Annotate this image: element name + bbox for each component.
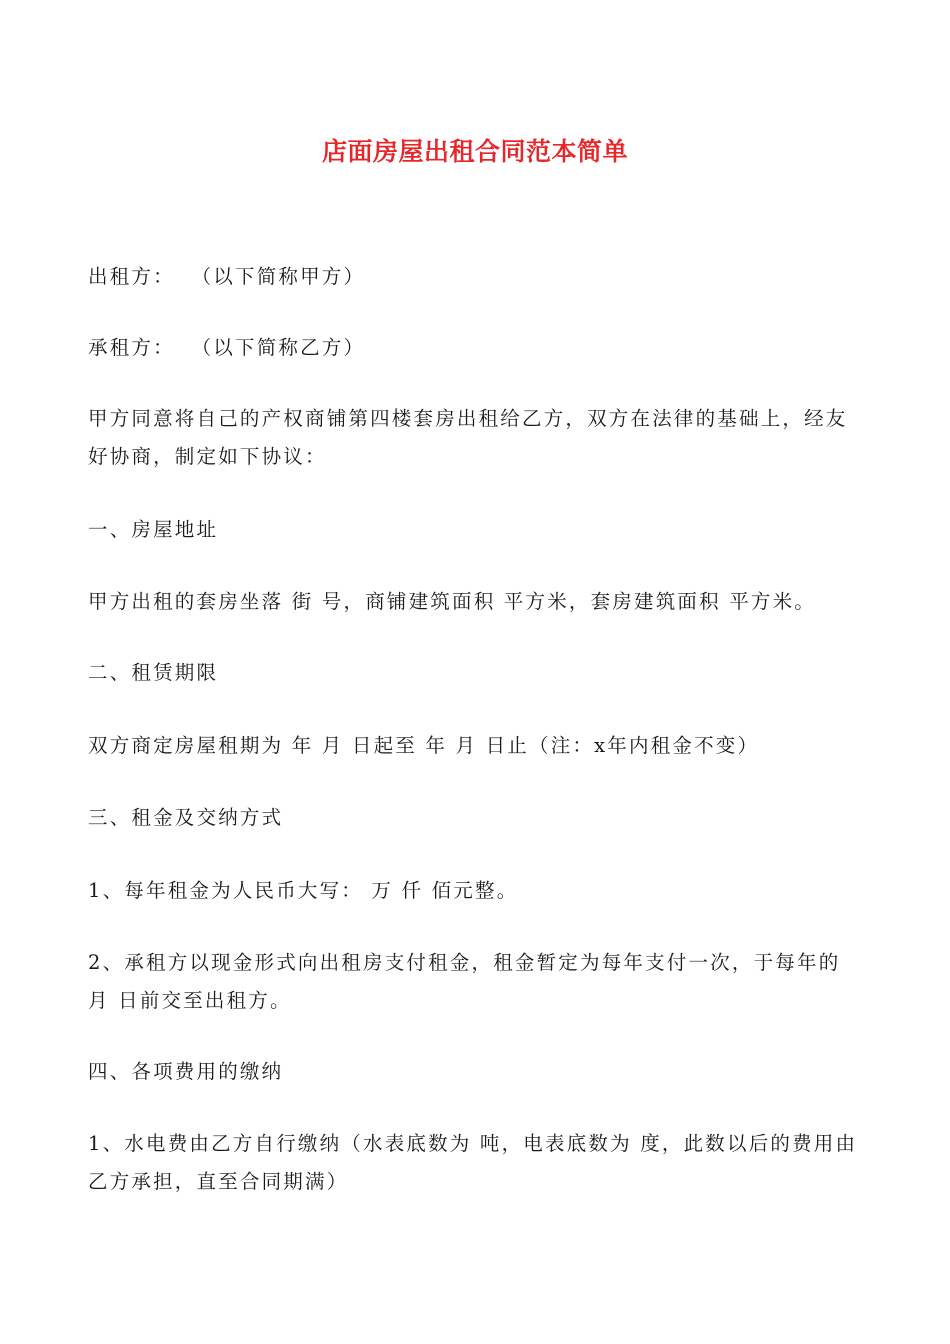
term-paragraph: 双方商定房屋租期为 年 月 日起至 年 月 日止（注：x年内租金不变） xyxy=(88,734,760,757)
rent-amount-paragraph: 1、每年租金为人民币大写： 万 仟 佰元整。 xyxy=(88,879,519,902)
lessee-line: 承租方： （以下简称乙方） xyxy=(88,336,366,359)
section-heading-address: 一、房屋地址 xyxy=(88,518,219,541)
section-heading-term: 二、租赁期限 xyxy=(88,661,219,684)
rent-payment-paragraph: 2、承租方以现金形式向出租房支付租金，租金暂定为每年支付一次，于每年的 月 日前交至出租方。 xyxy=(88,951,849,1012)
address-paragraph: 甲方出租的套房坐落 街 号，商铺建筑面积 平方米，套房建筑面积 平方米。 xyxy=(88,590,816,613)
section-heading-rent: 三、租金及交纳方式 xyxy=(88,806,284,829)
lessor-line: 出租方： （以下简称甲方） xyxy=(88,265,366,288)
section-heading-fees: 四、各项费用的缴纳 xyxy=(88,1060,284,1083)
document-title: 店面房屋出租合同范本简单 xyxy=(321,137,628,166)
intro-paragraph: 甲方同意将自己的产权商铺第四楼套房出租给乙方，双方在法律的基础上，经友好协商，制定如下协议： xyxy=(88,407,848,468)
utilities-paragraph: 1、水电费由乙方自行缴纳（水表底数为 吨，电表底数为 度，此数以后的费用由乙方承担，直至合同期满） xyxy=(88,1132,858,1193)
